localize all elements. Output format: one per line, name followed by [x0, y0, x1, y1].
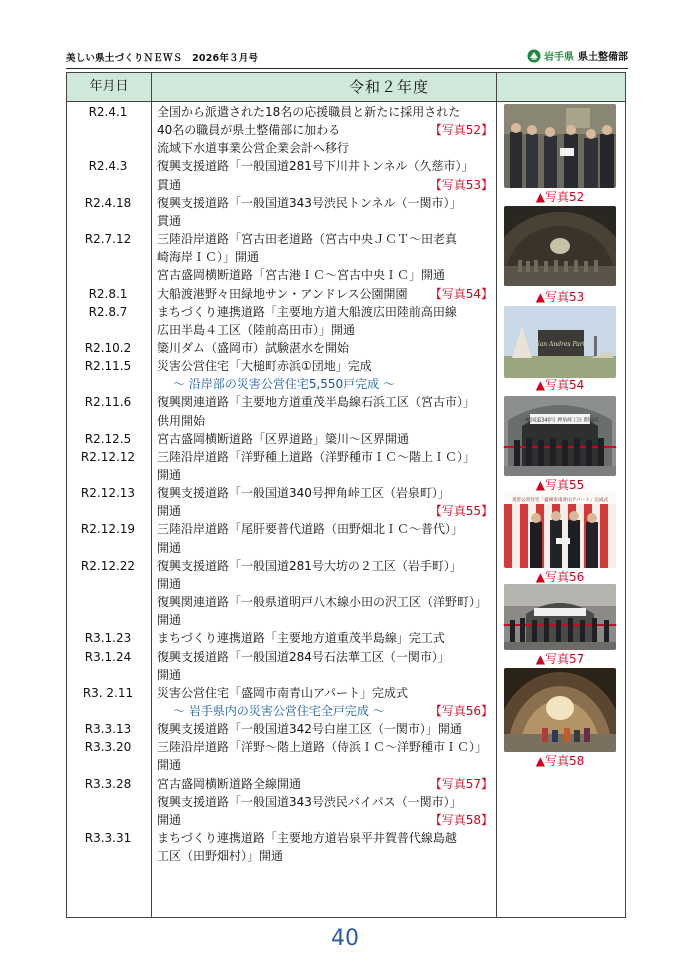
photo-reference: 【写真57】 — [429, 776, 493, 791]
photo-caption: ▲写真58 — [535, 754, 585, 768]
row-event — [157, 430, 493, 448]
photo-caption: ▲写真56 — [535, 570, 585, 584]
row-event — [157, 484, 493, 502]
row-date: R2.8.7 — [88, 304, 128, 319]
row-event — [157, 303, 493, 321]
row-event — [157, 230, 493, 248]
event-text: 復興支援道路「一般国道343号渋民トンネル（一関市）」 — [157, 195, 462, 210]
event-text: 工区（田野畑村）」開通 — [157, 849, 284, 864]
row-event — [157, 629, 493, 647]
event-text: 宮古盛岡横断道路「区界道路」簗川～区界開通 — [157, 431, 410, 446]
row-event — [157, 321, 493, 339]
table-row — [0, 847, 690, 865]
event-text: 開通 — [157, 613, 182, 628]
table-row — [0, 793, 690, 811]
row-date: R2.11.5 — [84, 359, 132, 374]
photo-reference: 【写真54】 — [429, 286, 493, 301]
ceremony-banner-text: 災害公営住宅「盛岡市南青山アパート」完成式 — [511, 498, 609, 503]
event-text: 貫通 — [157, 177, 182, 192]
row-event — [157, 176, 493, 194]
event-text: 三陸沿岸道路「尾肝要普代道路（田野畑北ＩＣ～普代）」 — [157, 522, 464, 537]
row-event — [157, 375, 493, 393]
row-event — [157, 775, 493, 793]
event-text: 供用開始 — [157, 413, 206, 428]
table-row — [0, 775, 690, 793]
row-event — [157, 793, 493, 811]
event-text: 開通 — [157, 468, 182, 482]
row-date: R3.3.13 — [84, 722, 132, 737]
photo-caption: ▲写真53 — [535, 290, 585, 304]
row-event — [157, 266, 493, 284]
event-text: 開通 — [157, 576, 182, 591]
row-event — [157, 648, 493, 666]
event-text: 開通 — [157, 504, 182, 519]
event-text: 宮古盛岡横断道路「宮古港ＩＣ～宮古中央ＩＣ」開通 — [157, 268, 446, 283]
photo-57-opening — [504, 584, 616, 650]
row-date: R2.4.18 — [84, 195, 132, 210]
header-right — [527, 48, 628, 63]
row-date: R2.4.1 — [88, 105, 128, 119]
event-text: 三陸沿岸道路「宮古田老道路（宮古中央ＪＣＴ～田老真 — [157, 232, 458, 247]
photo-caption: ▲写真52 — [535, 190, 585, 204]
row-event — [157, 611, 493, 629]
photo-reference: 【写真53】 — [429, 177, 493, 192]
row-date: R2.4.3 — [88, 159, 128, 174]
photo-caption: ▲写真54 — [535, 378, 585, 392]
row-date: R2.12.5 — [84, 431, 132, 446]
row-event — [157, 539, 493, 557]
photo-caption: ▲写真57 — [535, 652, 585, 666]
row-event — [157, 194, 493, 212]
event-text: 三陸沿岸道路「洋野～階上道路（侍浜ＩＣ～洋野種市ＩＣ）」 — [157, 740, 488, 755]
event-text: 災害公営住宅「大槌町赤浜①団地」完成 — [157, 359, 372, 374]
row-event — [157, 829, 493, 847]
row-date: R2.12.13 — [80, 486, 136, 501]
row-date: R2.7.12 — [84, 232, 132, 247]
event-text: 三陸沿岸道路「洋野種上道路（洋野種市ＩＣ～階上ＩＣ）」 — [157, 449, 476, 464]
row-event — [157, 157, 493, 175]
event-text: 復興関連道路「主要地方道重茂半島線石浜工区（宮古市）」 — [157, 395, 476, 410]
row-event — [157, 393, 493, 411]
event-text: まちづくり連携道路「主要地方道大船渡広田陸前高田線 — [157, 304, 457, 319]
header-divider — [66, 68, 628, 69]
row-event — [157, 557, 493, 575]
column-header-date: 年月日 — [89, 79, 129, 94]
photo-reference: 【写真55】 — [429, 504, 493, 519]
row-date: R2.11.6 — [84, 395, 132, 410]
row-event — [157, 684, 493, 702]
event-text: 復興支援道路「一般国道281号大坊の２工区（岩手町）」 — [157, 558, 462, 573]
iwate-logo-icon — [527, 49, 541, 63]
row-event — [157, 502, 493, 520]
row-event — [157, 520, 493, 538]
event-text: 簗川ダム（盛岡市）試験湛水を開始 — [157, 340, 350, 355]
event-text: 復興支援道路「一般国道284号石法華工区（一関市）」 — [157, 649, 450, 664]
row-event — [157, 357, 493, 375]
row-event — [157, 103, 493, 121]
row-date: R2.10.2 — [84, 340, 132, 355]
row-event — [157, 593, 493, 611]
row-date: R3.3.28 — [84, 776, 132, 791]
event-text: 開通 — [157, 812, 182, 827]
row-event — [157, 448, 493, 466]
row-date: R3.1.24 — [84, 649, 132, 664]
photo-58-tunnel-walk — [504, 668, 616, 752]
event-text: 全国から派遣された18名の応援職員と新たに採用された — [157, 105, 461, 119]
photo-reference: 【写真58】 — [429, 812, 493, 827]
park-sign-text: San Andres Park — [535, 341, 587, 348]
photo-54-park-sign — [504, 306, 616, 378]
row-date: R3.3.20 — [84, 740, 132, 755]
row-event — [157, 738, 493, 756]
event-text: 崎海岸ＩＣ）」開通 — [157, 250, 260, 265]
event-text: 復興支援道路「一般国道340号押角峠工区（岩泉町）」 — [157, 486, 450, 501]
event-text: ～ 岩手県内の災害公営住宅全戸完成 ～ — [173, 703, 385, 718]
photo-52-ceremony — [504, 104, 616, 188]
page-header — [66, 48, 628, 66]
row-event — [157, 575, 493, 593]
event-text: 復興支援道路「一般国道343号渋民バイパス（一関市）」 — [157, 794, 462, 809]
event-text: 災害公営住宅「盛岡市南青山アパート」完成式 — [157, 685, 409, 700]
event-text: 流域下水道事業公営企業会計へ移行 — [157, 141, 350, 156]
row-event — [157, 666, 493, 684]
event-text: ～ 沿岸部の災害公営住宅5,550戸完成 ～ — [173, 377, 395, 392]
event-text: 復興支援道路「一般国道281号下川井トンネル（久慈市）」 — [157, 159, 474, 174]
event-text: 復興支援道路「一般国道342号白崖工区（一関市）」開通 — [157, 722, 462, 737]
row-date: R2.8.1 — [88, 286, 128, 301]
row-date: R3.3.31 — [84, 831, 132, 845]
event-text: まちづくり連携道路「主要地方道岩泉平井賀普代線島越 — [157, 831, 457, 845]
photo-53-tunnel — [504, 206, 616, 286]
row-event — [157, 847, 493, 865]
row-event — [157, 248, 493, 266]
row-event — [157, 811, 493, 829]
event-text: 大船渡港野々田緑地サン・アンドレス公園開園 — [157, 286, 408, 301]
event-text: 開通 — [157, 758, 182, 773]
row-date: R2.12.19 — [80, 522, 136, 537]
row-event — [157, 466, 493, 484]
photo-56-housing-ceremony — [504, 492, 616, 568]
row-date: R2.12.22 — [80, 558, 136, 573]
row-date: R3. 2.11 — [82, 685, 134, 700]
ribbon-banner-text: 一般国道340号 押角峠工区 開通式 — [521, 417, 599, 424]
event-text: 復興関連道路「一般県道明戸八木線小田の沢工区（洋野町）」 — [157, 595, 488, 610]
photo-reference: 【写真52】 — [429, 123, 493, 138]
column-header-fiscal-year: 令和２年度 — [348, 78, 429, 96]
table-row — [0, 829, 690, 847]
photo-reference: 【写真56】 — [429, 703, 493, 718]
row-date: R2.12.12 — [80, 449, 136, 464]
table-row — [0, 811, 690, 829]
event-text: 開通 — [157, 540, 182, 555]
row-event — [157, 339, 493, 357]
row-event — [157, 121, 493, 139]
event-text: 開通 — [157, 667, 182, 682]
photo-caption: ▲写真55 — [535, 478, 585, 492]
row-event — [157, 285, 493, 303]
event-text: 宮古盛岡横断道路全線開通 — [157, 776, 302, 791]
event-text: 広田半島４工区（陸前高田市）」開通 — [157, 322, 356, 337]
event-text: 貫通 — [157, 213, 182, 228]
row-event — [157, 720, 493, 738]
photo-55-ribbon-cutting — [504, 396, 616, 476]
row-event — [157, 139, 493, 157]
row-date: R3.1.23 — [84, 631, 132, 646]
row-event — [157, 212, 493, 230]
row-event — [157, 412, 493, 430]
newsletter-title: 美しい県土づくりＮＥＷＳ 2026年３月号 — [66, 53, 259, 64]
prefecture-logo-text: 岩手県 — [544, 52, 574, 63]
row-event — [157, 702, 493, 720]
event-text: 40名の職員が県土整備部に加わる — [157, 123, 341, 138]
page-number: 40 — [331, 926, 359, 951]
department-name: 県土整備部 — [578, 52, 628, 63]
row-event — [157, 756, 493, 774]
event-text: まちづくり連携道路「主要地方道重茂半島線」完工式 — [157, 631, 445, 646]
